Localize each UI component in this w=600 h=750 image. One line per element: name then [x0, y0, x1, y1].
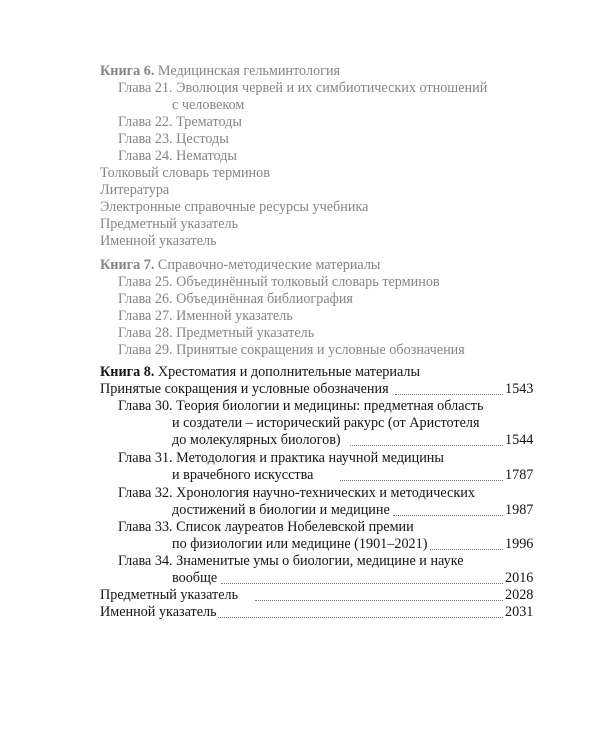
chapter-title: Объединённый толковый словарь терминов	[176, 274, 440, 290]
page-number: 2031	[505, 604, 534, 620]
book8-heading	[100, 364, 420, 381]
book7-chapter-25	[118, 274, 440, 291]
book7-chapter-26	[118, 291, 353, 308]
chapter-title: Именной указатель	[176, 308, 293, 324]
chapter-label: Глава 34.	[118, 553, 173, 569]
chapter-title: Объединённая библиография	[176, 291, 353, 307]
book7-label: Книга 7.	[100, 257, 155, 273]
chapter-title: Знаменитые умы о биологии, медицине и науке	[176, 553, 464, 569]
chapter-title: Эволюция червей и их симбиотических отношений	[176, 80, 488, 96]
chapter-title: Список лауреатов Нобелевской премии	[176, 519, 414, 535]
book8-chapter-34-cont: вообще	[172, 570, 218, 586]
book8-chapter-32-cont: достижений в биологии и медицине	[172, 502, 390, 518]
book7-title: Справочно-методические материалы	[157, 257, 381, 273]
book8-label: Книга 8.	[100, 364, 155, 380]
book8-subject-index: Предметный указатель	[100, 587, 239, 603]
book8-chapter-31-cont: и врачебного искусства	[172, 467, 314, 483]
book8-chapter-33	[118, 519, 414, 536]
chapter-label: Глава 24.	[118, 148, 173, 164]
page-number: 1787	[505, 467, 534, 483]
page-number: 1987	[505, 502, 534, 518]
chapter-title: Предметный указатель	[176, 325, 315, 341]
book6-name-index: Именной указатель	[100, 233, 217, 249]
dot-leader	[221, 583, 503, 584]
book8-chapter-30-cont-2: до молекулярных биологов)	[172, 432, 341, 448]
book6-chapter-24	[118, 148, 237, 165]
book6-heading	[100, 63, 340, 80]
book8-title: Хрестоматия и дополнительные материалы	[157, 364, 420, 380]
dot-leader	[393, 515, 503, 516]
chapter-label: Глава 26.	[118, 291, 173, 307]
book6-literature: Литература	[100, 182, 170, 198]
book8-name-index: Именной указатель	[100, 604, 217, 620]
chapter-title: Нематоды	[176, 148, 237, 164]
chapter-label: Глава 33.	[118, 519, 173, 535]
chapter-label: Глава 31.	[118, 450, 173, 466]
dot-leader	[218, 617, 503, 618]
book6-chapter-21	[118, 80, 487, 97]
dot-leader	[350, 445, 503, 446]
chapter-title: Теория биологии и медицины: предметная область	[176, 398, 484, 414]
book6-chapter-22	[118, 114, 242, 131]
chapter-title: Принятые сокращения и условные обозначения	[176, 342, 465, 358]
chapter-label: Глава 29.	[118, 342, 173, 358]
chapter-label: Глава 32.	[118, 485, 173, 501]
book6-chapter-23	[118, 131, 229, 148]
book8-chapter-30-cont-1: и создатели – исторический ракурс (от Аристотеля	[172, 415, 480, 431]
chapter-label: Глава 27.	[118, 308, 173, 324]
book6-subject-index: Предметный указатель	[100, 216, 239, 232]
chapter-label: Глава 28.	[118, 325, 173, 341]
book6-label: Книга 6.	[100, 63, 155, 79]
book8-abbreviations: Принятые сокращения и условные обозначения	[100, 381, 389, 397]
book8-chapter-30	[118, 398, 483, 415]
chapter-label: Глава 22.	[118, 114, 173, 130]
book6-glossary: Толковый словарь терминов	[100, 165, 270, 181]
chapter-label: Глава 21.	[118, 80, 173, 96]
page-number: 1543	[505, 381, 534, 397]
book8-chapter-32	[118, 485, 475, 502]
book7-chapter-28	[118, 325, 314, 342]
chapter-title: Цестоды	[176, 131, 229, 147]
book8-chapter-33-cont: по физиологии или медицине (1901–2021)	[172, 536, 428, 552]
page-number: 2016	[505, 570, 534, 586]
page-number: 1996	[505, 536, 534, 552]
book7-chapter-27	[118, 308, 293, 325]
dot-leader	[430, 549, 503, 550]
chapter-label: Глава 30.	[118, 398, 173, 414]
chapter-title: Хронология научно-технических и методических	[176, 485, 475, 501]
book6-eresources: Электронные справочные ресурсы учебника	[100, 199, 369, 215]
dot-leader	[255, 600, 503, 601]
chapter-label: Глава 23.	[118, 131, 173, 147]
book8-chapter-34	[118, 553, 464, 570]
chapter-label: Глава 25.	[118, 274, 173, 290]
book6-chapter-21-cont: с человеком	[172, 97, 245, 113]
dot-leader	[395, 394, 503, 395]
dot-leader	[340, 480, 503, 481]
book7-heading	[100, 257, 380, 274]
chapter-title: Методология и практика научной медицины	[176, 450, 444, 466]
page-number: 1544	[505, 432, 534, 448]
book6-title: Медицинская гельминтология	[157, 63, 341, 79]
book7-chapter-29	[118, 342, 465, 359]
chapter-title: Трематоды	[176, 114, 242, 130]
book8-chapter-31	[118, 450, 444, 467]
page-number: 2028	[505, 587, 534, 603]
